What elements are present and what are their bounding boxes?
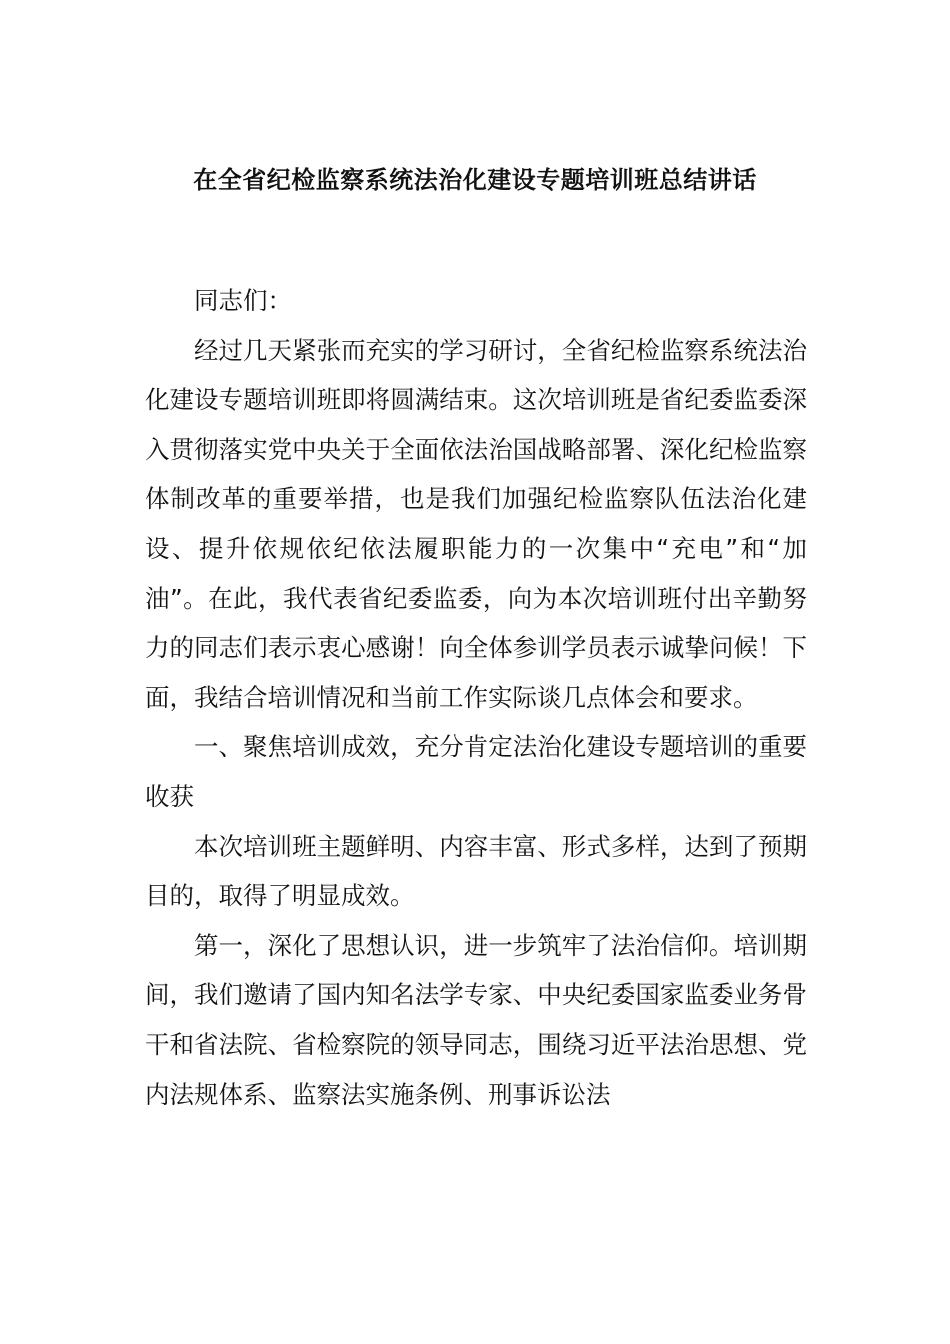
point-one-paragraph: 第一，深化了思想认识，进一步筑牢了法治信仰。培训期间，我们邀请了国内知名法学专家、中央纪委国家监委业务骨干和省法院、省检察院的领导同志，围绕习近平法治思想、党内法规体系、监察法实施条例、刑事诉讼法 [145, 930, 807, 1109]
summary-paragraph: 本次培训班主题鲜明、内容丰富、形式多样，达到了预期目的，取得了明显成效。 [145, 831, 807, 911]
salutation-paragraph: 同志们： [194, 286, 292, 315]
section-heading-1: 一、聚焦培训成效，充分肯定法治化建设专题培训的重要收获 [145, 732, 807, 811]
opening-paragraph: 经过几天紧张而充实的学习研讨，全省纪检监察系统法治化建设专题培训班即将圆满结束。这次培训班是省纪委监委深入贯彻落实党中央关于全面依法治国战略部署、深化纪检监察体制改革的重要举措，也是我们加强纪检监察队伍法治化建设、提升依规依纪依法履职能力的一次集中“充电”和“加油”。在此，我代表省纪委监委，向为本次培训班付出辛勤努力的同志们表示衷心感谢！向全体参训学员表示诚挚问候！下面，我结合培训情况和当前工作实际谈几点体会和要求。 [145, 335, 807, 712]
document-body [145, 276, 807, 1119]
document-title: 在全省纪检监察系统法治化建设专题培训班总结讲话 [193, 166, 757, 194]
